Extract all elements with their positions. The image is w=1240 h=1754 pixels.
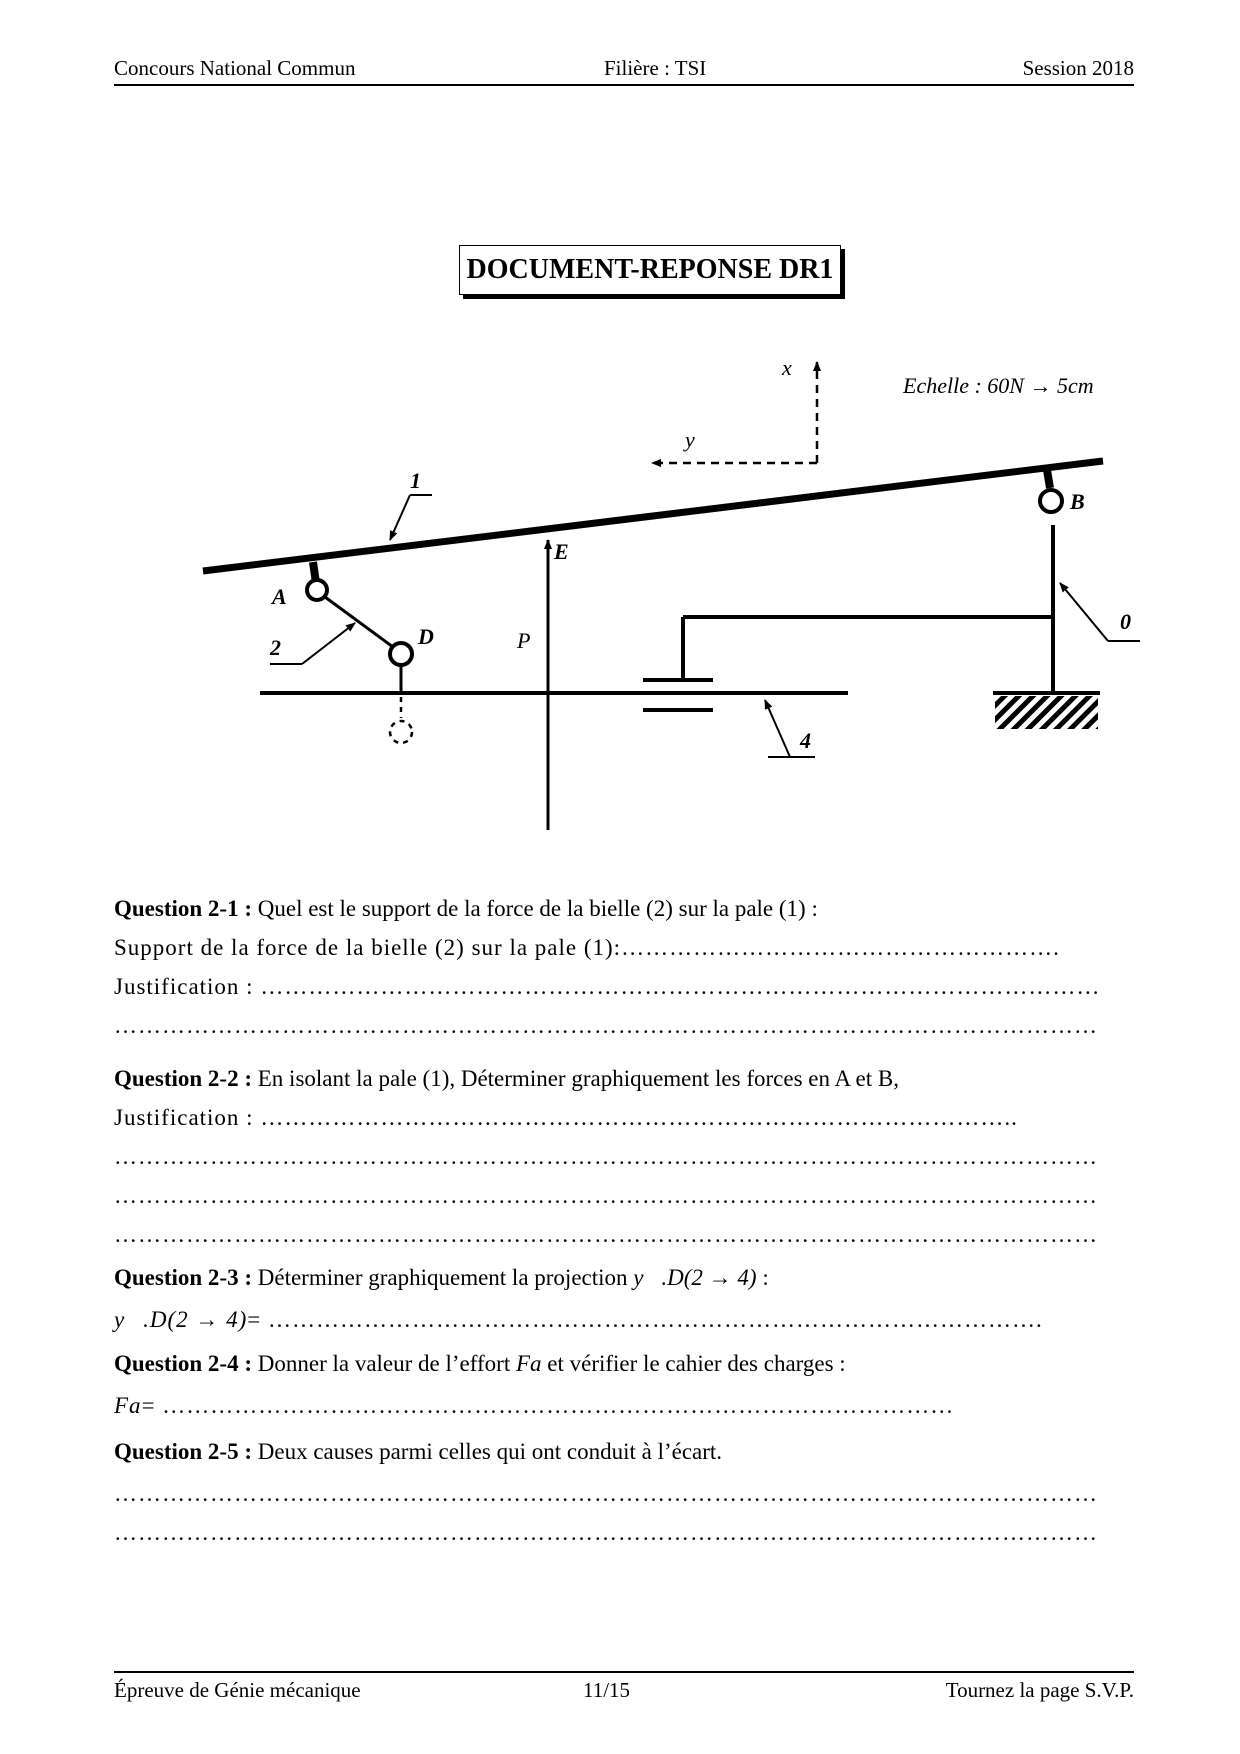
- answer-2-3-prefix: y⃗.D(2 → 4): [114, 1307, 248, 1332]
- label-part-2: 2: [270, 635, 281, 660]
- question-2-5-label: Question 2-5 :: [114, 1439, 252, 1464]
- question-2-5-text: Deux causes parmi celles qui ont conduit à l’écart.: [252, 1439, 723, 1464]
- question-2-4: [114, 1351, 846, 1377]
- answer-line[interactable]: Justification : ……………………………………………………………………………………………: [114, 974, 1101, 999]
- document-title: DOCUMENT-REPONSE DR1: [459, 245, 841, 295]
- footer-page-number: 11/15: [583, 1678, 631, 1702]
- answer-line[interactable]: ……………………………………………………………………………………………………………: [114, 1222, 1098, 1247]
- question-2-3-math: y⃗.D(2 → 4): [633, 1265, 757, 1290]
- question-2-4-math: Fa: [515, 1351, 542, 1376]
- header-center: Filière : TSI: [604, 56, 707, 80]
- question-2-1: [114, 896, 818, 922]
- question-2-2: [114, 1066, 899, 1092]
- joint-D: [390, 643, 412, 665]
- label-force-P: P⃗: [517, 628, 548, 653]
- ground-hatch: [995, 696, 1098, 729]
- label-part-0: 0: [1120, 609, 1131, 634]
- question-2-4-label: Question 2-4 :: [114, 1351, 252, 1376]
- label-part-1: 1: [410, 468, 421, 493]
- y-axis-label: y⃗: [685, 427, 712, 452]
- joint-B: [1040, 490, 1062, 512]
- x-axis-label: x⃗: [782, 355, 809, 380]
- footer-left: Épreuve de Génie mécanique: [114, 1678, 361, 1702]
- question-2-5: [114, 1439, 722, 1465]
- footer-rule: [114, 1671, 1134, 1673]
- label-A: A: [272, 584, 287, 609]
- answer-2-4-prefix: Fa: [114, 1393, 142, 1418]
- header-right: Session 2018: [1022, 56, 1134, 80]
- label-E: E: [554, 539, 569, 564]
- mechanism-diagram: [0, 330, 1240, 840]
- label-D: D: [418, 624, 434, 649]
- footer-right: Tournez la page S.V.P.: [945, 1678, 1134, 1702]
- answer-2-3-rest: = …………………………………………………………………………………….: [247, 1307, 1043, 1332]
- header-left: Concours National Commun: [114, 56, 356, 80]
- label-B: B: [1070, 489, 1085, 514]
- question-2-1-text: Quel est le support de la force de la bielle (2) sur la pale (1) :: [252, 896, 818, 921]
- answer-line[interactable]: ……………………………………………………………………………………………………………: [114, 1144, 1098, 1169]
- question-2-2-label: Question 2-2 :: [114, 1066, 252, 1091]
- answer-line[interactable]: ……………………………………………………………………………………………………………: [114, 1013, 1098, 1038]
- answer-line-2-4[interactable]: [114, 1393, 954, 1419]
- answer-line[interactable]: Justification : …………………………………………………………………………………..: [114, 1105, 1018, 1130]
- question-2-3: [114, 1265, 769, 1291]
- answer-line-2-3[interactable]: [114, 1307, 1043, 1333]
- blade-1: [203, 461, 1103, 571]
- answer-line[interactable]: Support de la force de la bielle (2) sur la pale (1):……………………………………………….: [114, 935, 1060, 960]
- answer-line[interactable]: ……………………………………………………………………………………………………………: [114, 1183, 1098, 1208]
- joint-A: [307, 580, 327, 600]
- label-part-4: 4: [800, 728, 811, 753]
- question-2-3-suffix: :: [756, 1265, 769, 1290]
- answer-line[interactable]: ……………………………………………………………………………………………………………: [114, 1520, 1098, 1545]
- question-2-4-text: Donner la valeur de l’effort: [252, 1351, 516, 1376]
- answer-2-4-rest: = ………………………………………………………………………………………: [141, 1393, 955, 1418]
- answer-line[interactable]: ……………………………………………………………………………………………………………: [114, 1481, 1098, 1506]
- question-2-3-text: Déterminer graphiquement la projection: [252, 1265, 634, 1290]
- dashed-joint: [390, 721, 412, 743]
- question-2-1-label: Question 2-1 :: [114, 896, 252, 921]
- question-2-2-text: En isolant la pale (1), Déterminer graphiquement les forces en A et B,: [252, 1066, 899, 1091]
- question-2-3-label: Question 2-3 :: [114, 1265, 252, 1290]
- page-header: [114, 56, 1134, 86]
- scale-text: Echelle : 60N → 5cm: [903, 373, 1094, 398]
- question-2-4-suffix: et vérifier le cahier des charges :: [541, 1351, 846, 1376]
